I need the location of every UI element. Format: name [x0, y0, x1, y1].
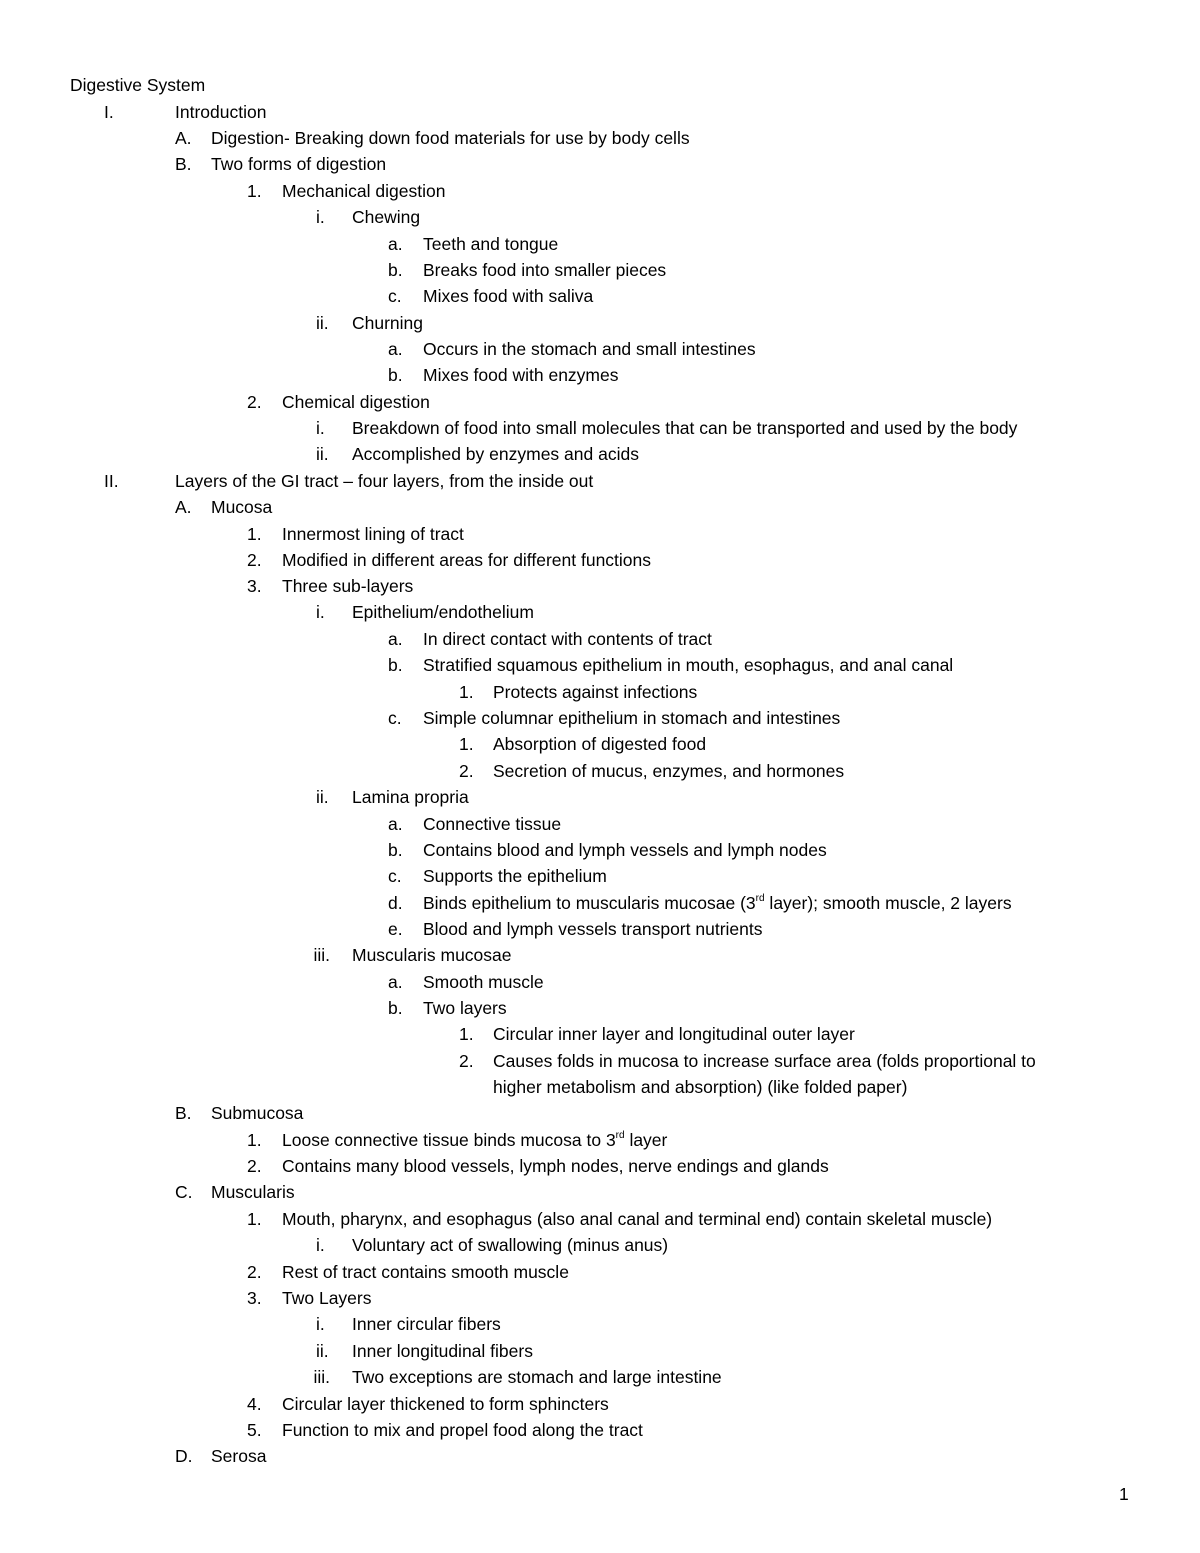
outline-text: Stratified squamous epithelium in mouth, esophagus, and anal canal: [423, 655, 954, 675]
outline-text: Mechanical digestion: [282, 181, 446, 201]
outline-text: Churning: [352, 313, 424, 333]
outline-marker: b.: [388, 260, 403, 280]
outline-text: Circular layer thickened to form sphincters: [282, 1394, 609, 1414]
outline-text-part: Loose connective tissue binds mucosa to 3: [282, 1130, 616, 1150]
outline-text: Two forms of digestion: [211, 154, 387, 174]
outline-text: Layers of the GI tract – four layers, from the inside out: [175, 471, 594, 491]
outline-text: Occurs in the stomach and small intestines: [423, 339, 756, 359]
outline-text: Serosa: [211, 1446, 267, 1466]
outline-text: Two exceptions are stomach and large intestine: [352, 1367, 722, 1387]
outline-marker: 1.: [247, 181, 262, 201]
outline-text: Teeth and tongue: [423, 234, 559, 254]
outline-text: Mucosa: [211, 497, 273, 517]
outline-marker: B.: [175, 154, 192, 174]
outline-marker: 2.: [459, 761, 474, 781]
outline-text: Simple columnar epithelium in stomach and intestines: [423, 708, 841, 728]
outline-marker: 1.: [247, 524, 262, 544]
outline-marker: 1.: [247, 1130, 262, 1150]
outline-marker: 1.: [459, 734, 474, 754]
outline-text: Protects against infections: [493, 682, 698, 702]
outline-text: Modified in different areas for different functions: [282, 550, 652, 570]
outline-text: Function to mix and propel food along the tract: [282, 1420, 643, 1440]
outline-marker: 2.: [247, 1262, 262, 1282]
outline-text: [282, 1128, 667, 1152]
outline-marker: D.: [175, 1446, 193, 1466]
outline-text: Supports the epithelium: [423, 866, 607, 886]
outline-marker: a.: [388, 972, 403, 992]
outline-text: Muscularis mucosae: [352, 945, 512, 965]
outline-text: Epithelium/endothelium: [352, 602, 534, 622]
outline-text: Rest of tract contains smooth muscle: [282, 1262, 569, 1282]
outline-text-part: layer); smooth muscle, 2 layers: [764, 893, 1012, 913]
outline-marker: 1.: [247, 1209, 262, 1229]
outline-marker: b.: [388, 998, 403, 1018]
outline-text: Introduction: [175, 102, 267, 122]
outline-text: Chemical digestion: [282, 392, 430, 412]
outline-marker: 1.: [459, 682, 474, 702]
superscript: rd: [755, 893, 765, 904]
outline-marker: b.: [388, 365, 403, 385]
outline-text: Digestion- Breaking down food materials for use by body cells: [211, 128, 690, 148]
outline-text-part: Binds epithelium to muscularis mucosae (3: [423, 893, 756, 913]
outline-marker: B.: [175, 1103, 192, 1123]
outline-marker: e.: [388, 919, 403, 939]
outline-marker: ii.: [316, 787, 329, 807]
outline-marker: 3.: [247, 1288, 262, 1308]
outline-text: Absorption of digested food: [493, 734, 707, 754]
outline-marker: b.: [388, 655, 403, 675]
outline-marker: A.: [175, 128, 192, 148]
outline-marker: 5.: [247, 1420, 262, 1440]
outline-text: Causes folds in mucosa to increase surface area (folds proportional to: [493, 1051, 1036, 1071]
outline-text: higher metabolism and absorption) (like folded paper): [493, 1077, 908, 1097]
outline-text: Two Layers: [282, 1288, 372, 1308]
outline-text: Lamina propria: [352, 787, 469, 807]
outline-marker: I.: [104, 102, 114, 122]
outline-marker: a.: [388, 814, 403, 834]
outline-text: Mouth, pharynx, and esophagus (also anal canal and terminal end) contain skeletal muscle): [282, 1209, 993, 1229]
outline-text: Smooth muscle: [423, 972, 544, 992]
outline-marker: i.: [316, 602, 325, 622]
outline-marker: a.: [388, 234, 403, 254]
outline-text: Accomplished by enzymes and acids: [352, 444, 639, 464]
outline-marker: i.: [316, 207, 325, 227]
outline-text: In direct contact with contents of tract: [423, 629, 712, 649]
outline-text: Blood and lymph vessels transport nutrients: [423, 919, 763, 939]
outline-text: Breakdown of food into small molecules that can be transported and used by the body: [352, 418, 1018, 438]
outline-text: Chewing: [352, 207, 421, 227]
outline-marker: 2.: [459, 1051, 474, 1071]
outline-marker: a.: [388, 339, 403, 359]
outline-text: [423, 891, 1012, 915]
outline-marker: c.: [388, 708, 402, 728]
outline-text: Breaks food into smaller pieces: [423, 260, 667, 280]
superscript: rd: [615, 1130, 625, 1141]
outline-marker: ii.: [316, 1341, 329, 1361]
outline-marker: A.: [175, 497, 192, 517]
outline-marker: c.: [388, 866, 402, 886]
outline-marker: 2.: [247, 1156, 262, 1176]
outline-marker: ii.: [316, 313, 329, 333]
outline-marker: i.: [316, 418, 325, 438]
outline-text: Inner longitudinal fibers: [352, 1341, 533, 1361]
outline-text: Circular inner layer and longitudinal outer layer: [493, 1024, 855, 1044]
outline-text: Muscularis: [211, 1182, 295, 1202]
outline-marker: C.: [175, 1182, 193, 1202]
outline-marker: 2.: [247, 392, 262, 412]
outline-text: Voluntary act of swallowing (minus anus): [352, 1235, 669, 1255]
outline-text: Inner circular fibers: [352, 1314, 501, 1334]
outline-marker: i.: [316, 1314, 325, 1334]
outline-text: Connective tissue: [423, 814, 562, 834]
outline-text: Two layers: [423, 998, 507, 1018]
outline-text: Three sub-layers: [282, 576, 414, 596]
outline-marker: iii.: [313, 1367, 330, 1387]
outline-text: Innermost lining of tract: [282, 524, 464, 544]
outline-marker: c.: [388, 286, 402, 306]
page-number: 1: [1119, 1484, 1129, 1504]
outline-marker: II.: [104, 471, 119, 491]
outline-marker: b.: [388, 840, 403, 860]
outline-marker: 2.: [247, 550, 262, 570]
outline-text: Secretion of mucus, enzymes, and hormones: [493, 761, 845, 781]
outline-text-part: layer: [624, 1130, 668, 1150]
outline-text: Mixes food with enzymes: [423, 365, 619, 385]
outline-text: Mixes food with saliva: [423, 286, 594, 306]
outline-marker: ii.: [316, 444, 329, 464]
outline-marker: iii.: [313, 945, 330, 965]
outline-marker: 1.: [459, 1024, 474, 1044]
outline-marker: a.: [388, 629, 403, 649]
outline-marker: d.: [388, 893, 403, 913]
outline-marker: 4.: [247, 1394, 262, 1414]
outline-marker: 3.: [247, 576, 262, 596]
outline-text: Contains blood and lymph vessels and lymph nodes: [423, 840, 827, 860]
page-title: Digestive System: [70, 75, 206, 95]
outline-marker: i.: [316, 1235, 325, 1255]
outline-text: Contains many blood vessels, lymph nodes, nerve endings and glands: [282, 1156, 829, 1176]
outline-text: Submucosa: [211, 1103, 304, 1123]
